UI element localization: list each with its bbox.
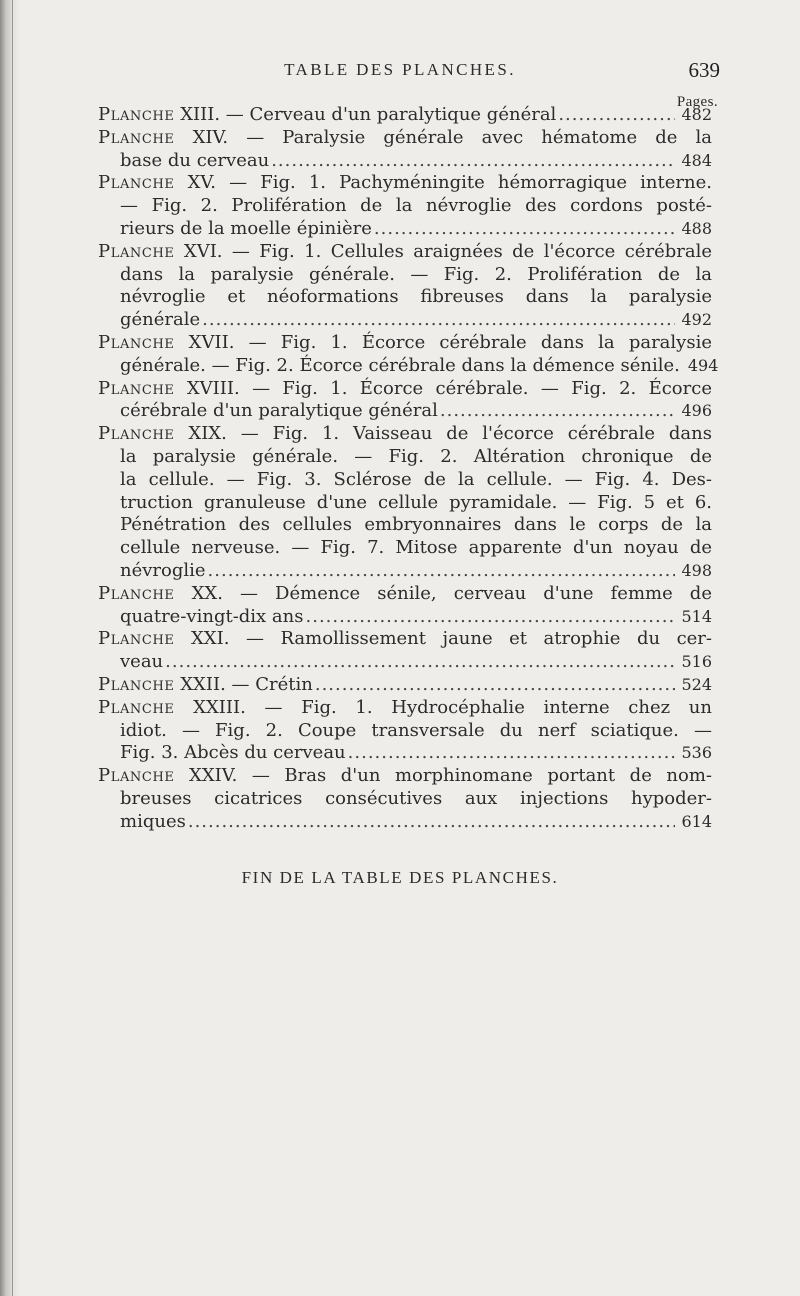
toc-entry — [98, 331, 719, 378]
toc-entry — [98, 765, 712, 833]
entry-text: cellule nerveuse. — Fig. 7. Mitose apparente d'un noyau de — [120, 537, 712, 559]
dot-leader — [558, 104, 675, 127]
toc-entry-line — [98, 765, 712, 788]
toc-entry-line — [98, 628, 712, 651]
entry-text: base du cerveau — [120, 149, 270, 171]
entry-text: miques — [120, 810, 186, 832]
toc-entry-line — [98, 514, 712, 537]
plate-label: Planche — [98, 423, 175, 445]
plate-label: Planche — [98, 172, 175, 194]
toc-entry-line — [98, 264, 712, 287]
toc-entry-line — [98, 674, 712, 697]
toc-entry — [98, 674, 712, 697]
page-ref: 482 — [681, 105, 712, 124]
entry-text: XXII. — Crétin — [180, 673, 313, 695]
plate-label: Planche — [98, 765, 175, 787]
toc-entry-line — [98, 218, 712, 241]
toc-entry-line — [98, 720, 712, 743]
toc-entry — [98, 127, 712, 173]
dot-leader — [165, 651, 675, 674]
page-ref: 496 — [681, 401, 712, 421]
dot-leader — [315, 674, 676, 697]
entry-text: générale. — Fig. 2. Écorce cérébrale dans la démence sénile. — [120, 354, 680, 376]
table-of-plates — [98, 104, 719, 834]
entry-text: névroglie et néoformations fibreuses dans la paralysie — [120, 286, 712, 308]
dot-leader — [188, 811, 676, 834]
entry-text: la paralysie générale. — Fig. 2. Altération chronique de — [120, 445, 712, 467]
toc-entry-line — [98, 127, 712, 150]
entry-text: — Fig. 2. Prolifération de la névroglie des cordons posté- — [120, 195, 712, 217]
toc-entry-line — [98, 104, 712, 127]
page-ref: 492 — [681, 310, 712, 330]
entry-text: XVIII. — Fig. 1. Écorce cérébrale. — Fig. 2. Écorce — [186, 377, 712, 399]
entry-text: XX. — Démence sénile, cerveau d'une femme de — [191, 582, 712, 604]
plate-label: Planche — [98, 696, 175, 718]
entry-text: générale — [120, 309, 201, 331]
entry-text: cérébrale d'un paralytique général — [120, 400, 438, 422]
dot-leader — [306, 606, 676, 629]
entry-text: Fig. 3. Abcès du cerveau — [120, 742, 346, 764]
end-note: FIN DE LA TABLE DES PLANCHES. — [241, 868, 559, 887]
plate-label: Planche — [98, 582, 175, 604]
toc-entry-line — [98, 583, 712, 606]
dot-leader — [440, 400, 676, 423]
toc-entry-line — [98, 423, 712, 446]
dot-leader — [202, 309, 675, 332]
toc-entry — [98, 423, 712, 583]
toc-entry-line — [98, 469, 712, 492]
toc-entry-line — [98, 606, 712, 629]
entry-text: XXI. — Ramollissement jaune et atrophie du cer- — [190, 628, 712, 650]
toc-entry-line — [98, 811, 712, 834]
plate-label: Planche — [98, 628, 175, 650]
toc-entry — [98, 172, 712, 240]
toc-entry — [98, 697, 712, 765]
toc-entry-line — [98, 309, 712, 332]
entry-text: veau — [120, 651, 164, 673]
entry-text: dans la paralysie générale. — Fig. 2. Prolifération de la — [120, 263, 712, 285]
toc-entry — [98, 241, 712, 332]
entry-text: XIV. — Paralysie générale avec hématome de la — [192, 126, 712, 148]
entry-text: breuses cicatrices consécutives aux injections hypoder- — [120, 787, 712, 809]
toc-entry-line — [98, 446, 712, 469]
page-ref: 488 — [681, 218, 712, 238]
entry-text: XXIV. — Bras d'un morphinomane portant de nom- — [189, 765, 712, 787]
entry-text: XVI. — Fig. 1. Cellules araignées de l'écorce cérébrale — [183, 240, 712, 262]
toc-entry-line — [98, 354, 719, 378]
plate-label: Planche — [98, 377, 175, 399]
toc-entry-line — [98, 286, 712, 309]
dot-leader — [348, 742, 676, 765]
entry-text: Pénétration des cellules embryonnaires dans le corps de la — [120, 514, 712, 536]
entry-text: XVII. — Fig. 1. Écorce cérébrale dans la paralysie — [188, 331, 712, 353]
plate-label: Planche — [98, 240, 175, 262]
page-number: 639 — [688, 58, 720, 82]
dot-leader — [271, 150, 675, 173]
toc-entry-line — [98, 560, 712, 583]
page-ref: 536 — [681, 743, 712, 763]
entry-text: névroglie — [120, 559, 206, 581]
toc-entry-line — [98, 241, 712, 264]
page-ref: 494 — [687, 355, 719, 375]
dot-leader — [208, 560, 676, 583]
entry-text: XIX. — Fig. 1. Vaisseau de l'écorce cérébrale dans — [188, 423, 712, 445]
page-edge — [0, 0, 20, 1296]
toc-entry-line — [98, 172, 712, 195]
toc-entry — [98, 583, 712, 629]
plate-label: Planche — [98, 331, 175, 353]
pages-column-label: Pages. — [676, 94, 718, 110]
toc-entry-line — [98, 537, 712, 560]
toc-entry-line — [98, 378, 712, 401]
dot-leader — [374, 218, 676, 241]
toc-entry-line — [98, 788, 712, 811]
toc-entry — [98, 628, 712, 674]
page-ref: 614 — [681, 811, 712, 831]
page-header — [0, 58, 800, 88]
toc-entry — [98, 104, 712, 127]
toc-entry-line — [98, 332, 712, 355]
toc-entry-line — [98, 400, 712, 423]
entry-text: rieurs de la moelle épinière — [120, 217, 372, 239]
toc-entry-line — [98, 742, 712, 765]
page-ref: 524 — [681, 674, 712, 694]
entry-text: XIII. — Cerveau d'un paralytique général — [180, 104, 557, 125]
page-ref: 498 — [681, 560, 712, 580]
toc-entry-line — [98, 651, 712, 674]
entry-text: XXIII. — Fig. 1. Hydrocéphalie interne chez un — [193, 696, 712, 718]
plate-label: Planche — [98, 673, 175, 695]
page-ref: 516 — [681, 652, 712, 672]
entry-text: XV. — Fig. 1. Pachyméningite hémorragique interne. — [187, 172, 712, 194]
entry-text: idiot. — Fig. 2. Coupe transversale du nerf sciatique. — — [120, 719, 712, 741]
entry-text: la cellule. — Fig. 3. Sclérose de la cellule. — Fig. 4. Des- — [120, 468, 712, 490]
plate-label: Planche — [98, 104, 175, 125]
page-ref: 514 — [681, 606, 712, 626]
toc-entry — [98, 378, 712, 424]
running-title: TABLE DES PLANCHES. — [284, 60, 516, 79]
toc-entry-line — [98, 150, 712, 173]
plate-label: Planche — [98, 126, 175, 148]
binding-line — [12, 0, 13, 1296]
toc-entry-line — [98, 697, 712, 720]
page-ref: 484 — [681, 150, 712, 170]
entry-text: quatre-vingt-dix ans — [120, 605, 304, 627]
entry-text: truction granuleuse d'une cellule pyramidale. — Fig. 5 et 6. — [120, 491, 712, 513]
toc-entry-line — [98, 492, 712, 515]
toc-entry-line — [98, 195, 712, 218]
